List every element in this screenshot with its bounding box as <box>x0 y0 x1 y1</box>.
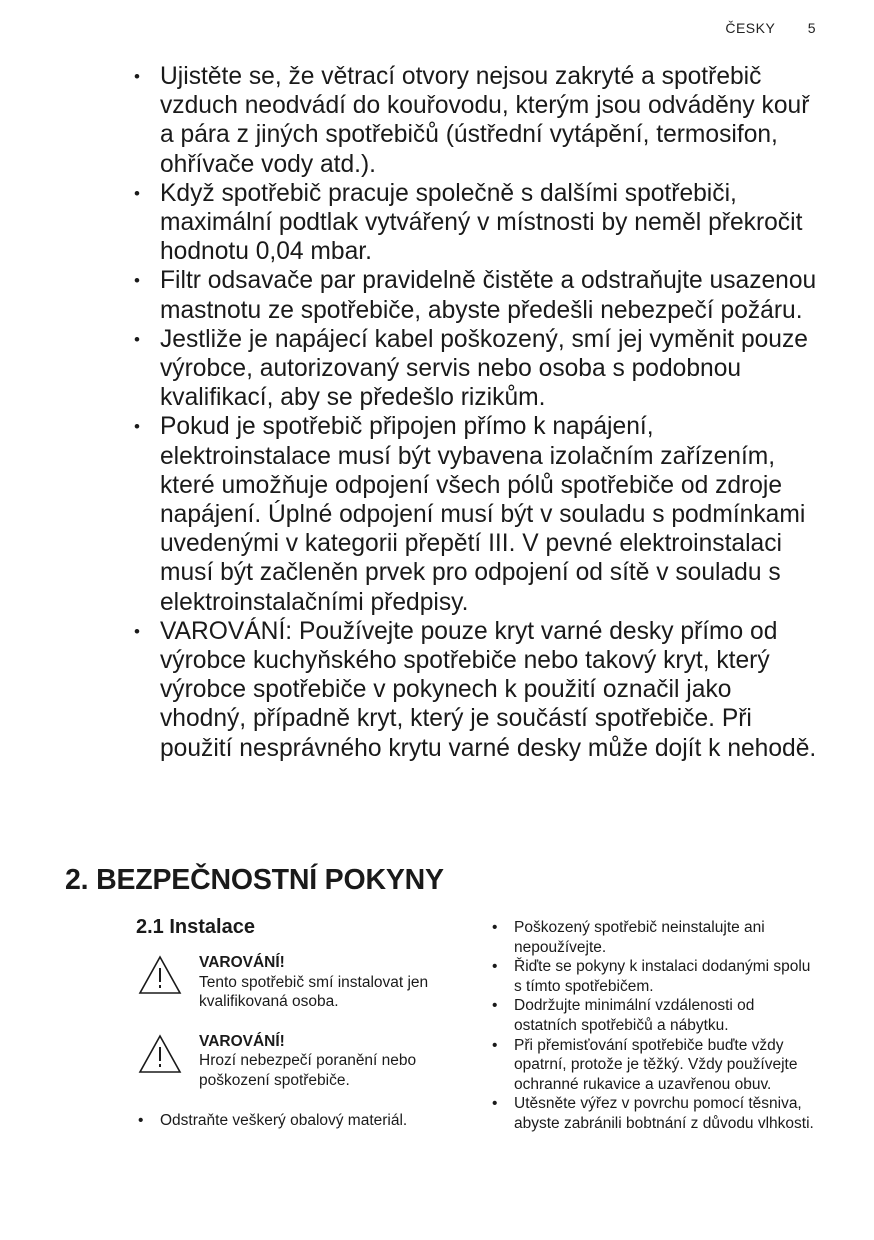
section-title: 2. BEZPEČNOSTNÍ POKYNY <box>65 864 444 896</box>
installation-list-right <box>490 918 820 1134</box>
page-header <box>725 20 816 36</box>
list-item: • Utěsněte výřez v povrchu pomocí těsniva, abyste zabránili bobtnání z důvodu vlhkosti. <box>490 1094 820 1133</box>
warning-block <box>136 1032 466 1091</box>
left-column <box>136 916 466 1130</box>
list-item: • Dodržujte minimální vzdálenosti od ostatních spotřebičů a nábytku. <box>490 996 820 1035</box>
safety-bullet-list <box>132 62 822 763</box>
list-item: • Při přemisťování spotřebiče buďte vždy opatrní, protože je těžký. Vždy používejte ochranné rukavice a uzavřenou obuv. <box>490 1036 820 1095</box>
list-item: • Ujistěte se, že větrací otvory nejsou zakryté a spotřebič vzduch neodvádí do kouřovodu, kterým jsou odváděny kouř a pára z jiných spotřebičů (ústřední vytápění, termosifon, ohřívače vody atd.). <box>132 62 822 179</box>
list-item: • Jestliže je napájecí kabel poškozený, smí jej vyměnit pouze výrobce, autorizovaný servis nebo osoba s podobnou kvalifikací, aby se předešlo rizikům. <box>132 325 822 413</box>
installation-list-left <box>136 1111 466 1131</box>
warning-triangle-icon <box>138 1034 182 1074</box>
list-item: • Poškozený spotřebič neinstalujte ani nepoužívejte. <box>490 918 820 957</box>
right-column <box>490 918 820 1134</box>
list-item: • VAROVÁNÍ: Používejte pouze kryt varné desky přímo od výrobce kuchyňského spotřebiče nebo takový kryt, který výrobce spotřebiče v pokynech k použití označil jako vhodný, případně kryt, který je součástí spotřebiče. Při použití nesprávného krytu varné desky může dojít k nehodě. <box>132 617 822 763</box>
list-item: • Když spotřebič pracuje společně s dalšími spotřebiči, maximální podtlak vytvářený v místnosti by neměl překročit hodnotu 0,04 mbar. <box>132 179 822 267</box>
list-item: • Odstraňte veškerý obalový materiál. <box>136 1111 466 1131</box>
warning-title: VAROVÁNÍ! <box>199 1032 285 1050</box>
list-item: • Řiďte se pokyny k instalaci dodanými spolu s tímto spotřebičem. <box>490 957 820 996</box>
language-label: ČESKY <box>725 20 776 36</box>
warning-text: Hrozí nebezpečí poranění nebo poškození spotřebiče. <box>199 1052 417 1089</box>
warning-triangle-icon <box>138 955 182 995</box>
warning-block <box>136 953 466 1012</box>
page-number: 5 <box>807 20 816 36</box>
warning-text: Tento spotřebič smí instalovat jen kvalifikovaná osoba. <box>199 973 429 1011</box>
list-item: • Pokud je spotřebič připojen přímo k napájení, elektroinstalace musí být vybavena izolačním zařízením, které umožňuje odpojení všech pólů spotřebiče od zdroje napájení. Úplné odpojení musí být v souladu s podmínkami uvedenými v kategorii přepětí III. V pevné elektroinstalaci musí být začleněn prvek pro odpojení od sítě v souladu s elektroinstalačními předpisy. <box>132 412 822 616</box>
warning-title: VAROVÁNÍ! <box>199 954 285 971</box>
subsection-title: 2.1 Instalace <box>136 916 255 938</box>
list-item: • Filtr odsavače par pravidelně čistěte a odstraňujte usazenou mastnotu ze spotřebiče, abyste předešli nebezpečí požáru. <box>132 266 822 324</box>
